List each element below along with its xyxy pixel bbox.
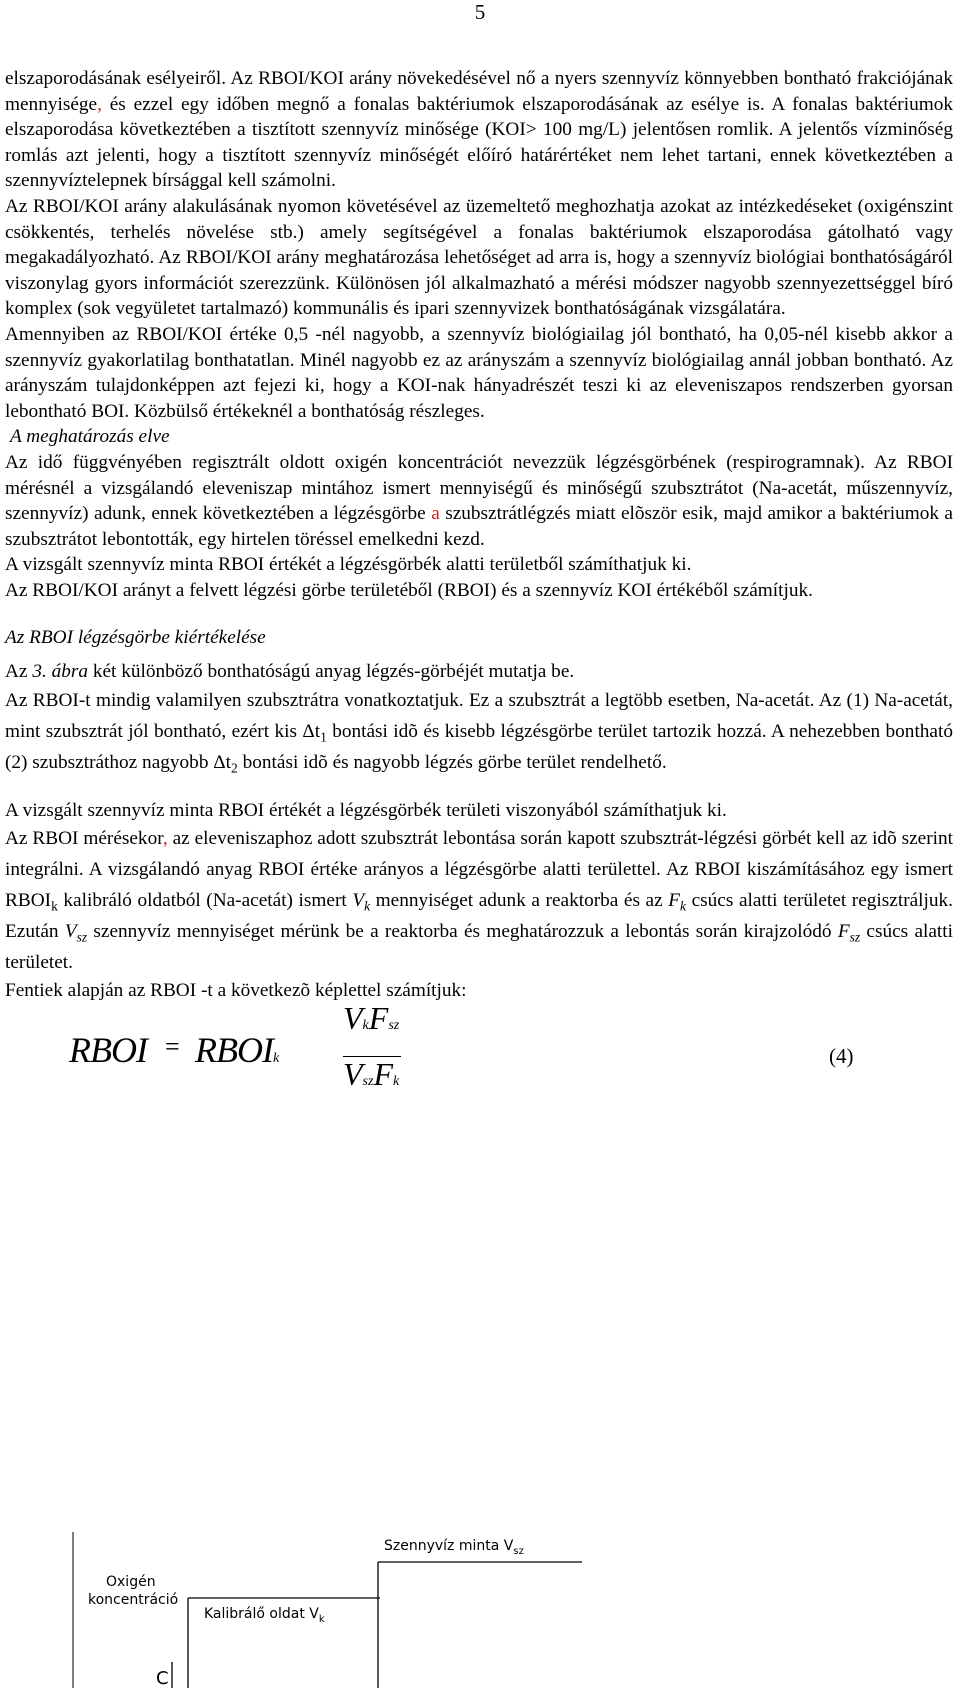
sample-label: [384, 1538, 524, 1557]
figure-reference: 3. ábra: [32, 661, 89, 683]
text-span: Az: [5, 661, 33, 683]
figure-respirogram: [0, 1522, 960, 1688]
y-axis-label-2: koncentráció: [88, 1592, 179, 1608]
subscript: sz: [362, 1073, 374, 1089]
text-span: kalibráló oldatból (Na-acetát) ismert: [57, 890, 353, 912]
calib-label: [204, 1606, 325, 1625]
text-span: bontási idõ és kisebb légzésgörbe terület tartozik hozzá. A nehezebben bontható (2) szubsztráthoz nagyobb: [5, 720, 953, 773]
red-letter: a: [431, 503, 440, 525]
subscript: 1: [320, 729, 327, 745]
text-span: az eleveniszaphoz adott szubsztrát lebontása során kapott szubsztrát-légzési görbét kell az idõ szerint integrálni. A vizsgálandó anyag RBOI értéke arányos a légzésgörbe alatti területtel. Az RBOI kiszámításához egy ismert RBOI: [5, 828, 954, 912]
text-span: V: [343, 999, 363, 1036]
text-span: V: [343, 1055, 363, 1092]
heading-principle: A meghatározás elve: [10, 426, 170, 448]
text-span: Szennyvíz minta V: [384, 1538, 514, 1554]
fraction-numerator: [343, 999, 400, 1039]
spacer: [5, 778, 953, 798]
subscript: 2: [231, 760, 238, 776]
paragraph-rboi-koi-calc: Az RBOI/KOI arányt a felvett légzési görbe területéből (RBOI) és a szennyvíz KOI értékéből számítjuk.: [5, 579, 813, 601]
spacer: [5, 603, 953, 625]
text-span: szubsztrátlégzés miatt elõször esik, majd amikor a baktériumok a szubsztrátot lebontották, egy hirtelen töréssel emelkedni kezd.: [5, 503, 953, 550]
c-label: C: [156, 1668, 169, 1689]
text-span: szennyvíz mennyiséget mérünk be a reaktorba és meghatározzuk a lebontás során kirajzolódó: [87, 921, 838, 943]
text-span: Kalibrálő oldat V: [204, 1606, 319, 1622]
formula-rboi-k: [195, 1029, 279, 1072]
fraction-denominator: [343, 1055, 400, 1095]
text-span: és ezzel egy időben megnő a fonalas baktériumok elszaporodásának az esélye is. A fonalas baktériumok elszaporodása következtében a tisztított szennyvíz minősége (KOI> 100 mg/L) jelentősen romlik. A jelentős vízminőség romlás azt jelenti, hogy a tisztított szennyvíz minőségét előíró határértéket nem lehet tartani, ennek következtében a szennyvíztelepnek bírsággal kell számolni.: [5, 93, 953, 192]
delta-t1: Δt: [302, 720, 321, 742]
paragraph-rboi-koi-intro: [5, 66, 953, 194]
paragraph-ratio-values: Amennyiben az RBOI/KOI értéke 0,5 -nél nagyobb, a szennyvíz biológiailag jól bontható, ha 0,05-nél kisebb akkor a szennyvíz gyakorlatilag bonthatatlan. Minél nagyobb ez az arányszám a szennyvíz biológiailag annál jobban bontható. Az arányszám tulajdonképpen azt fejezi ki, hogy a KOI-nak hányadrészét teszi ki az eleveniszapos rendszerben gyorsan lebontható BOI. Közbülső értékeknél a bonthatóság részleges.: [5, 323, 953, 422]
paragraph-integration: [5, 823, 953, 978]
subscript: k: [362, 1017, 369, 1033]
subscript: sz: [849, 929, 861, 945]
equation-number: (4): [829, 1043, 854, 1068]
subscript: k: [318, 1613, 325, 1625]
delta-t2: Δt: [213, 751, 232, 773]
paragraph-area-ratio: A vizsgált szennyvíz minta RBOI értékét a légzésgörbék területi viszonyából számíthatjuk ki.: [5, 799, 727, 821]
subscript: sz: [76, 929, 88, 945]
y-axis-label-1: Oxigén: [106, 1574, 156, 1590]
paragraph-figure-ref: [5, 659, 953, 685]
red-comma: ,: [97, 93, 102, 115]
subscript: sz: [513, 1545, 524, 1557]
var-f: F: [837, 921, 850, 943]
text-span: két különböző bonthatóságú anyag légzés-görbéjét mutatja be.: [88, 661, 575, 683]
document-body: [5, 66, 953, 1122]
text-span: Az idő függvényében regisztrált oldott oxigén koncentrációt nevezzük légzésgörbének (respirogramnak). Az RBOI mérésnél a vizsgálandó eleveniszap mintához ismert mennyiségű és minőségű szubsztrátot (Na-acetát, műszennyvíz, szennyvíz) adunk, ennek következtében a légzésgörbe: [5, 451, 953, 525]
paragraph-monitoring: Az RBOI/KOI arány alakulásának nyomon követésével az üzemeltető meghozhatja azokat az intézkedéseket (oxigénszint csökkentés, terhelés növelése stb.) amely segítségével a fonalas baktériumok elszaporodása gátolható vagy megakadályozható. Az RBOI/KOI arány meghatározása lehetőséget ad arra is, hogy a szennyvíz biológiai bonthatóságáról viszonylag gyors információt szerezzünk. Különösen jól alkalmazható a mérési módszer nagyobb szennyezettséggel bíró komplex (sok vegyületet tartalmazó) kommunális és ipari szennyvizek bonthatóságának vizsgálatára.: [5, 195, 953, 320]
paragraph-rboi-area: A vizsgált szennyvíz minta RBOI értékét a légzésgörbék alatti területből számíthatjuk ki.: [5, 554, 692, 576]
paragraph-substrate: [5, 685, 953, 778]
text-span: RBOI: [195, 1029, 273, 1070]
text-span: elszaporodásának esélyeiről. Az RBOI/KOI arány növekedésével nő a nyers szennyvíz könnyebben bontható frakciójának mennyisége: [5, 68, 953, 115]
text-span: csúcs alatti területet.: [5, 921, 953, 974]
red-comma: ,: [162, 828, 168, 850]
formula-equals: =: [165, 1031, 180, 1061]
var-v: V: [352, 890, 365, 912]
formula-rboi: [5, 999, 953, 1122]
paragraph-formula-intro: Fentiek alapján az RBOI -t a következõ képlettel számítjuk:: [5, 980, 467, 1002]
subscript: k: [393, 1073, 400, 1089]
subscript: k: [680, 898, 687, 914]
text-span: F: [368, 999, 389, 1036]
heading-evaluation: Az RBOI légzésgörbe kiértékelése: [5, 627, 266, 649]
text-span: Az RBOI-t mindig valamilyen szubsztrátra vonatkoztatjuk. Ez a szubsztrát a legtöbb esetben, Na-acetát. Az (1) Na-acetát, mint szubsztrát jól bontható, ezért kis: [5, 689, 953, 742]
var-f: F: [668, 890, 681, 912]
text-span: csúcs alatti területet regisztráljuk. Ezután: [5, 890, 953, 943]
text-span: mennyiséget adunk a reaktorba és az: [370, 890, 669, 912]
formula-lhs: RBOI: [69, 1029, 147, 1070]
text-span: F: [373, 1055, 393, 1092]
subscript: sz: [388, 1017, 400, 1033]
text-span: Az RBOI mérésekor: [5, 828, 163, 850]
var-v: V: [64, 921, 77, 943]
text-span: bontási idõ és nagyobb légzés görbe terület rendelhető.: [237, 751, 667, 773]
subscript: k: [364, 898, 371, 914]
spacer: [5, 651, 953, 659]
page-number: 5: [474, 0, 486, 24]
subscript: k: [51, 898, 58, 914]
paragraph-respirogram: [5, 450, 953, 552]
subscript: k: [272, 1050, 279, 1066]
